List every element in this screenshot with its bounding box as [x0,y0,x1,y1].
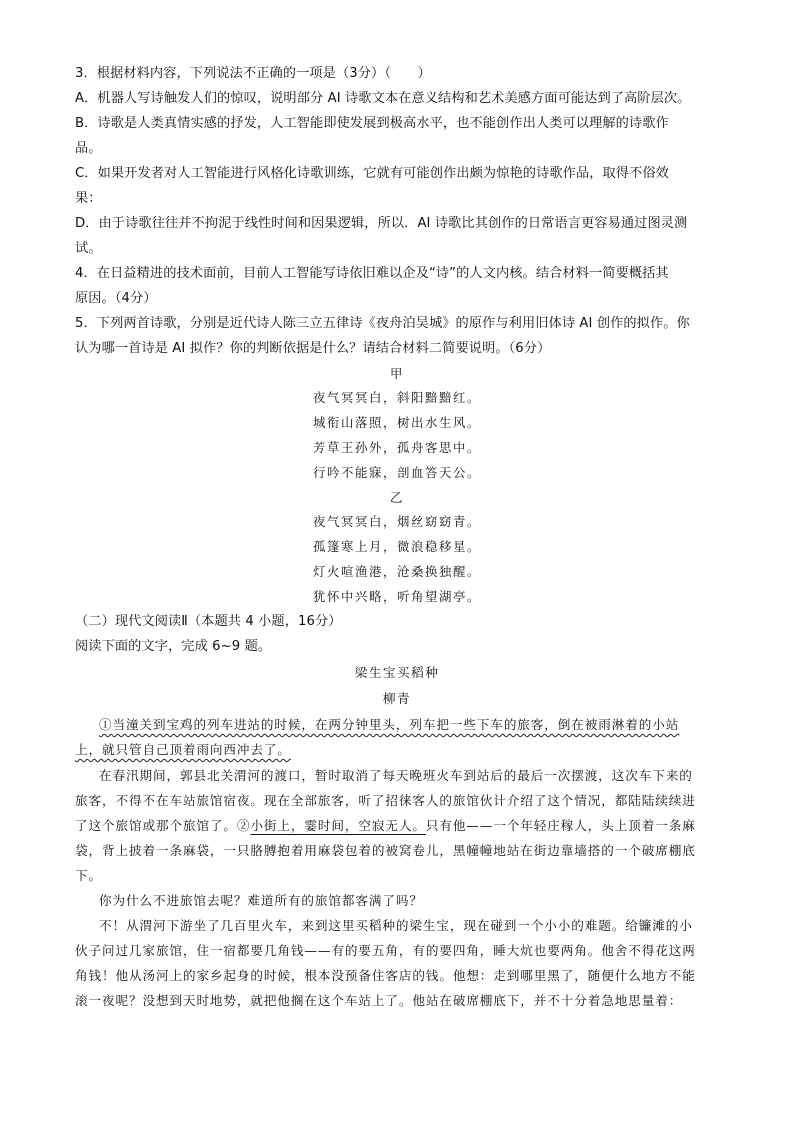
question-5-line1: 5．下列两首诗歌，分别是近代诗人陈三立五律诗《夜舟泊吴城》的原作与利用旧体诗 AI 创作的拟作。你 [75,316,690,331]
poem-yi-line: 犹怀中兴略，听角望湖亭。 [313,589,481,604]
poem-jia-line: 夜气冥冥白，斜阳黯黯红。 [313,390,481,405]
circled-number-1: ① [99,717,113,732]
question-3-option-a: A．机器人写诗触发人们的惊叹，说明部分 AI 诗歌文本在意义结构和艺术美感方面可能达到了高阶层次。 [75,91,691,106]
poem-jia-line: 城衔山落照，树出水生风。 [313,415,481,430]
section-instruction: 阅读下面的文字，完成 6~9 题。 [75,639,272,654]
wavy-underlined-text: 当潼关到宝鸡的列车进站的时候，在两分钟里头，列车把一些下车的旅客，倒在被雨淋着的小站 [112,717,680,732]
question-3-option-c-line1: C．如果开发者对人工智能进行风格化诗歌训练，它就有可能创作出颇为惊艳的诗歌作品，取得不俗效 [75,166,669,181]
story-paragraph-4-line2: 伙子问过几家旅馆，住一宿都要几角钱——有的要五角，有的要四角，睡大炕也要两角。他舍不得花这两 [75,943,696,958]
section-heading: （二）现代文阅读Ⅱ（本题共 4 小题，16分） [75,614,342,629]
story-paragraph-1-line2 [75,737,723,763]
question-3-stem: 3．根据材料内容，下列说法不正确的一项是（3分）（ ） [75,66,431,81]
question-3-option-b-line2: 品。 [75,141,102,156]
story-paragraph-4-line1: 不！从渭河下游坐了几百里火车，来到这里买稻种的梁生宝，现在碰到一个小小的难题。给镰滩的小 [99,918,693,933]
story-author: 柳青 [382,691,412,706]
circled-number-2: ② [236,818,251,833]
story-paragraph-4-line3: 角钱！他从汤河上的家乡起身的时候，根本没预备住客店的钱。他想：走到哪里黑了，随便什么地方不能 [75,968,696,983]
poem-yi-line: 孤篷寒上月，微浪稳移星。 [313,539,481,554]
poem-yi-line: 灯火喧渔港，沧桑换独醒。 [313,564,481,579]
story-paragraph-3: 你为什么不进旅馆去呢？难道所有的旅馆都客满了吗？ [99,893,423,908]
story-paragraph-2-line1: 在春汛期间，郭县北关渭河的渡口，暂时取消了每天晚班火车到站后的最后一次摆渡，这次车下来的 [99,768,693,783]
question-3-option-d-line1: D．由于诗歌往往并不拘泥于线性时间和因果逻辑，所以．AI 诗歌比其创作的日常语言更容易通过图灵测 [75,216,688,231]
poem-yi-line: 夜气冥冥白，烟丝窈窈青。 [313,514,481,529]
question-3-option-d-line2: 试。 [75,241,102,256]
poem-jia-title: 甲 [390,366,404,381]
story-paragraph-1-line1 [99,712,723,738]
poem-jia-line: 行吟不能寐，剖血答天公。 [313,465,481,480]
underlined-text: 小街上，霎时间，空寂无人。 [250,818,426,833]
story-paragraph-2-line5: 下。 [75,868,102,883]
story-paragraph-2-line3 [75,813,723,839]
story-paragraph-2-line2: 旅客，不得不在车站旅馆宿夜。现在全部旅客，听了招徕客人的旅馆伙计介绍了这个情况，都陆陆续续进 [75,793,696,808]
question-3-option-b-line1: B．诗歌是人类真情实感的抒发，人工智能即使发展到极高水平，也不能创作出人类可以理解的诗歌作 [75,116,669,131]
poem-yi-title: 乙 [390,490,404,505]
story-title: 梁生宝买稻种 [354,665,440,680]
question-5-line2: 认为哪一首诗是 AI 拟作？你的判断依据是什么？请结合材料二简要说明。（6分） [75,341,551,356]
wavy-underlined-text: 上，就只管自己顶着雨向西冲去了。 [75,742,291,757]
question-3-option-c-line2: 果： [75,191,102,206]
question-4-line2: 原因。（4分） [75,291,157,306]
text-segment: 了这个旅馆或那个旅馆了。 [75,818,237,833]
text-segment: 只有他——一个年轻庄稼人，头上顶着一条麻 [425,818,696,833]
story-paragraph-2-line4: 袋，背上披着一条麻袋，一只胳膊抱着用麻袋包着的被窝卷儿，黑幢幢地站在街边靠墙搭的一个破席棚底 [75,843,696,858]
poem-jia-line: 芳草王孙外，孤舟客思中。 [313,440,481,455]
story-paragraph-4-line4: 滚一夜呢？没想到天时地势，就把他搁在这个车站上了。他站在破席棚底下，并不十分着急地思量着： [75,993,683,1008]
question-4-line1: 4．在日益精进的技术面前，目前人工智能写诗依旧难以企及“诗”的人文内核。结合材料一简要概括其 [75,266,669,281]
